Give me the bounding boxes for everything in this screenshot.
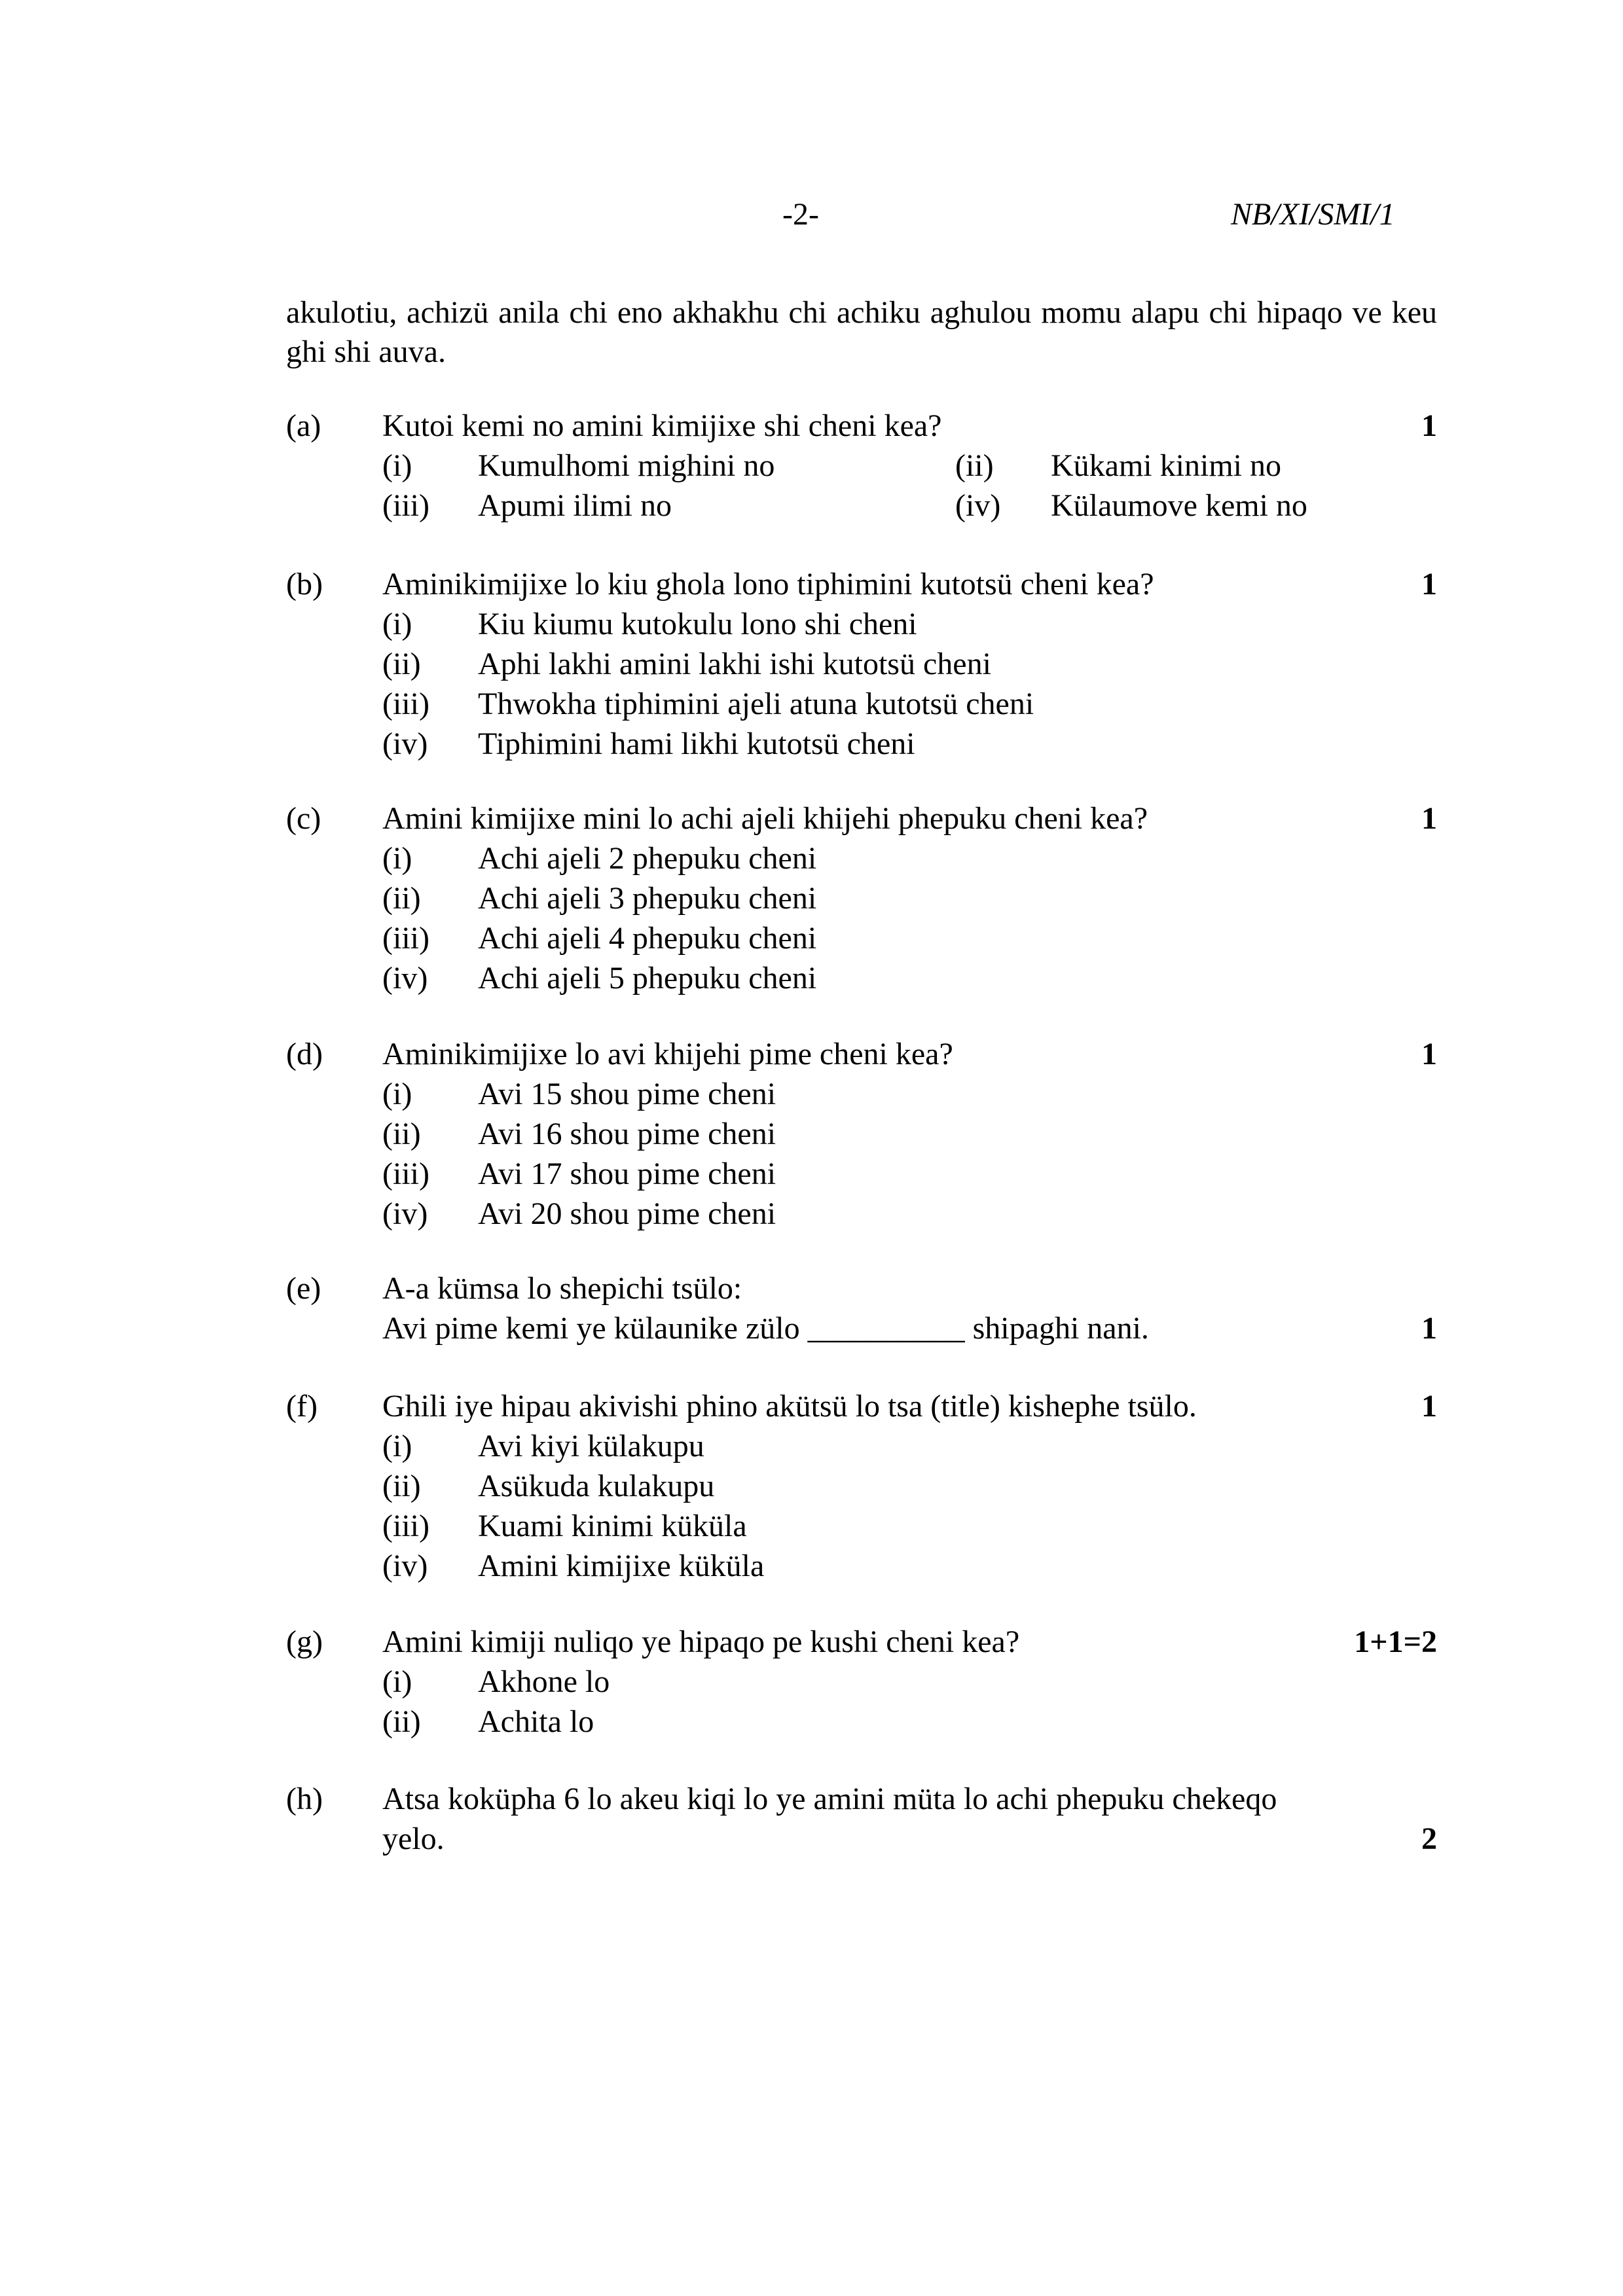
question-c (286, 798, 1437, 998)
question-f (286, 1386, 1437, 1586)
question-text: Kutoi kemi no amini kimijixe shi cheni kea? (382, 408, 942, 443)
option-text: Avi 20 shou pime cheni (478, 1196, 776, 1231)
option-number: (iii) (382, 687, 429, 721)
option-number: (i) (382, 841, 412, 876)
option-number: (iii) (382, 921, 429, 956)
option-text: Avi 16 shou pime cheni (478, 1117, 776, 1151)
question-label: (g) (286, 1624, 323, 1659)
option-text: Achi ajeli 4 phepuku cheni (478, 921, 817, 956)
question-label: (e) (286, 1271, 321, 1306)
option-text: Achi ajeli 5 phepuku cheni (478, 961, 817, 996)
question-text: A-a kümsa lo shepichi tsülo: (382, 1271, 742, 1306)
question-label: (c) (286, 801, 321, 836)
option-number: (ii) (955, 448, 994, 483)
marks: 1 (1421, 1037, 1437, 1071)
option-text: Aphi lakhi amini lakhi ishi kutotsü cheni (478, 647, 991, 681)
marks: 1 (1421, 1389, 1437, 1424)
option-text: Achi ajeli 2 phepuku cheni (478, 841, 817, 876)
intro-paragraph: akulotiu, achizü anila chi eno akhakhu chi achiku aghulou momu alapu chi hipaqo ve keu ghi shi auva. (286, 295, 1437, 369)
question-h (286, 1779, 1437, 1859)
option-text: Asükuda kulakupu (478, 1469, 715, 1503)
option-number: (iv) (955, 488, 1001, 523)
question-text: Ghili iye hipau akivishi phino akütsü lo tsa (title) kishephe tsülo. (382, 1389, 1197, 1424)
option-number: (iv) (382, 726, 428, 761)
option-text: Apumi ilimi no (478, 488, 672, 523)
option-text: Achi ajeli 3 phepuku cheni (478, 881, 817, 916)
question-b (286, 564, 1437, 764)
option-number: (iv) (382, 1196, 428, 1231)
marks: 1 (1421, 801, 1437, 836)
question-text: Amini kimijixe mini lo achi ajeli khijehi phepuku cheni kea? (382, 801, 1148, 836)
question-g (286, 1622, 1437, 1742)
option-number: (ii) (382, 1469, 421, 1503)
option-text: Tiphimini hami likhi kutotsü cheni (478, 726, 915, 761)
option-text: Kuami kinimi küküla (478, 1509, 747, 1543)
option-text: Kükami kinimi no (1051, 448, 1281, 483)
question-a (286, 406, 1437, 526)
option-text: Avi 17 shou pime cheni (478, 1157, 776, 1191)
option-number: (i) (382, 1664, 412, 1699)
question-text-line2: Avi pime kemi ye külaunike zülo __________ shipaghi nani. (382, 1311, 1149, 1346)
option-text: Kiu kiumu kutokulu lono shi cheni (478, 607, 917, 641)
option-text: Avi 15 shou pime cheni (478, 1077, 776, 1111)
option-number: (i) (382, 448, 412, 483)
option-number: (i) (382, 1077, 412, 1111)
marks: 2 (1421, 1821, 1437, 1856)
question-text: Aminikimijixe lo avi khijehi pime cheni kea? (382, 1037, 953, 1071)
marks: 1 (1421, 408, 1437, 443)
option-text: Amini kimijixe küküla (478, 1549, 765, 1583)
question-d (286, 1034, 1437, 1234)
option-number: (ii) (382, 1704, 421, 1739)
marks: 1 (1421, 567, 1437, 601)
option-text: Külaumove kemi no (1051, 488, 1307, 523)
question-text: Amini kimiji nuliqo ye hipaqo pe kushi cheni kea? (382, 1624, 1020, 1659)
option-text: Kumulhomi mighini no (478, 448, 775, 483)
question-label: (h) (286, 1782, 323, 1816)
option-number: (iii) (382, 488, 429, 523)
question-text: Atsa koküpha 6 lo akeu kiqi lo ye amini müta lo achi phepuku chekeqo (382, 1782, 1277, 1816)
question-text-line2: yelo. (382, 1821, 445, 1856)
option-number: (iii) (382, 1509, 429, 1543)
option-number: (i) (382, 1429, 412, 1463)
option-text: Akhone lo (478, 1664, 610, 1699)
option-number: (iv) (382, 961, 428, 996)
marks: 1 (1421, 1311, 1437, 1346)
option-number: (ii) (382, 881, 421, 916)
page-number: -2- (782, 197, 819, 232)
option-text: Thwokha tiphimini ajeli atuna kutotsü cheni (478, 687, 1034, 721)
paper-code: NB/XI/SMI/1 (1231, 197, 1395, 232)
question-text: Aminikimijixe lo kiu ghola lono tiphimini kutotsü cheni kea? (382, 567, 1154, 601)
question-label: (a) (286, 408, 321, 443)
question-label: (b) (286, 567, 323, 601)
option-number: (iv) (382, 1549, 428, 1583)
marks: 1+1=2 (1354, 1624, 1437, 1659)
option-number: (iii) (382, 1157, 429, 1191)
question-label: (d) (286, 1037, 323, 1071)
option-text: Achita lo (478, 1704, 594, 1739)
option-number: (i) (382, 607, 412, 641)
option-text: Avi kiyi külakupu (478, 1429, 704, 1463)
option-number: (ii) (382, 647, 421, 681)
question-e (286, 1268, 1437, 1348)
option-number: (ii) (382, 1117, 421, 1151)
question-label: (f) (286, 1389, 318, 1424)
